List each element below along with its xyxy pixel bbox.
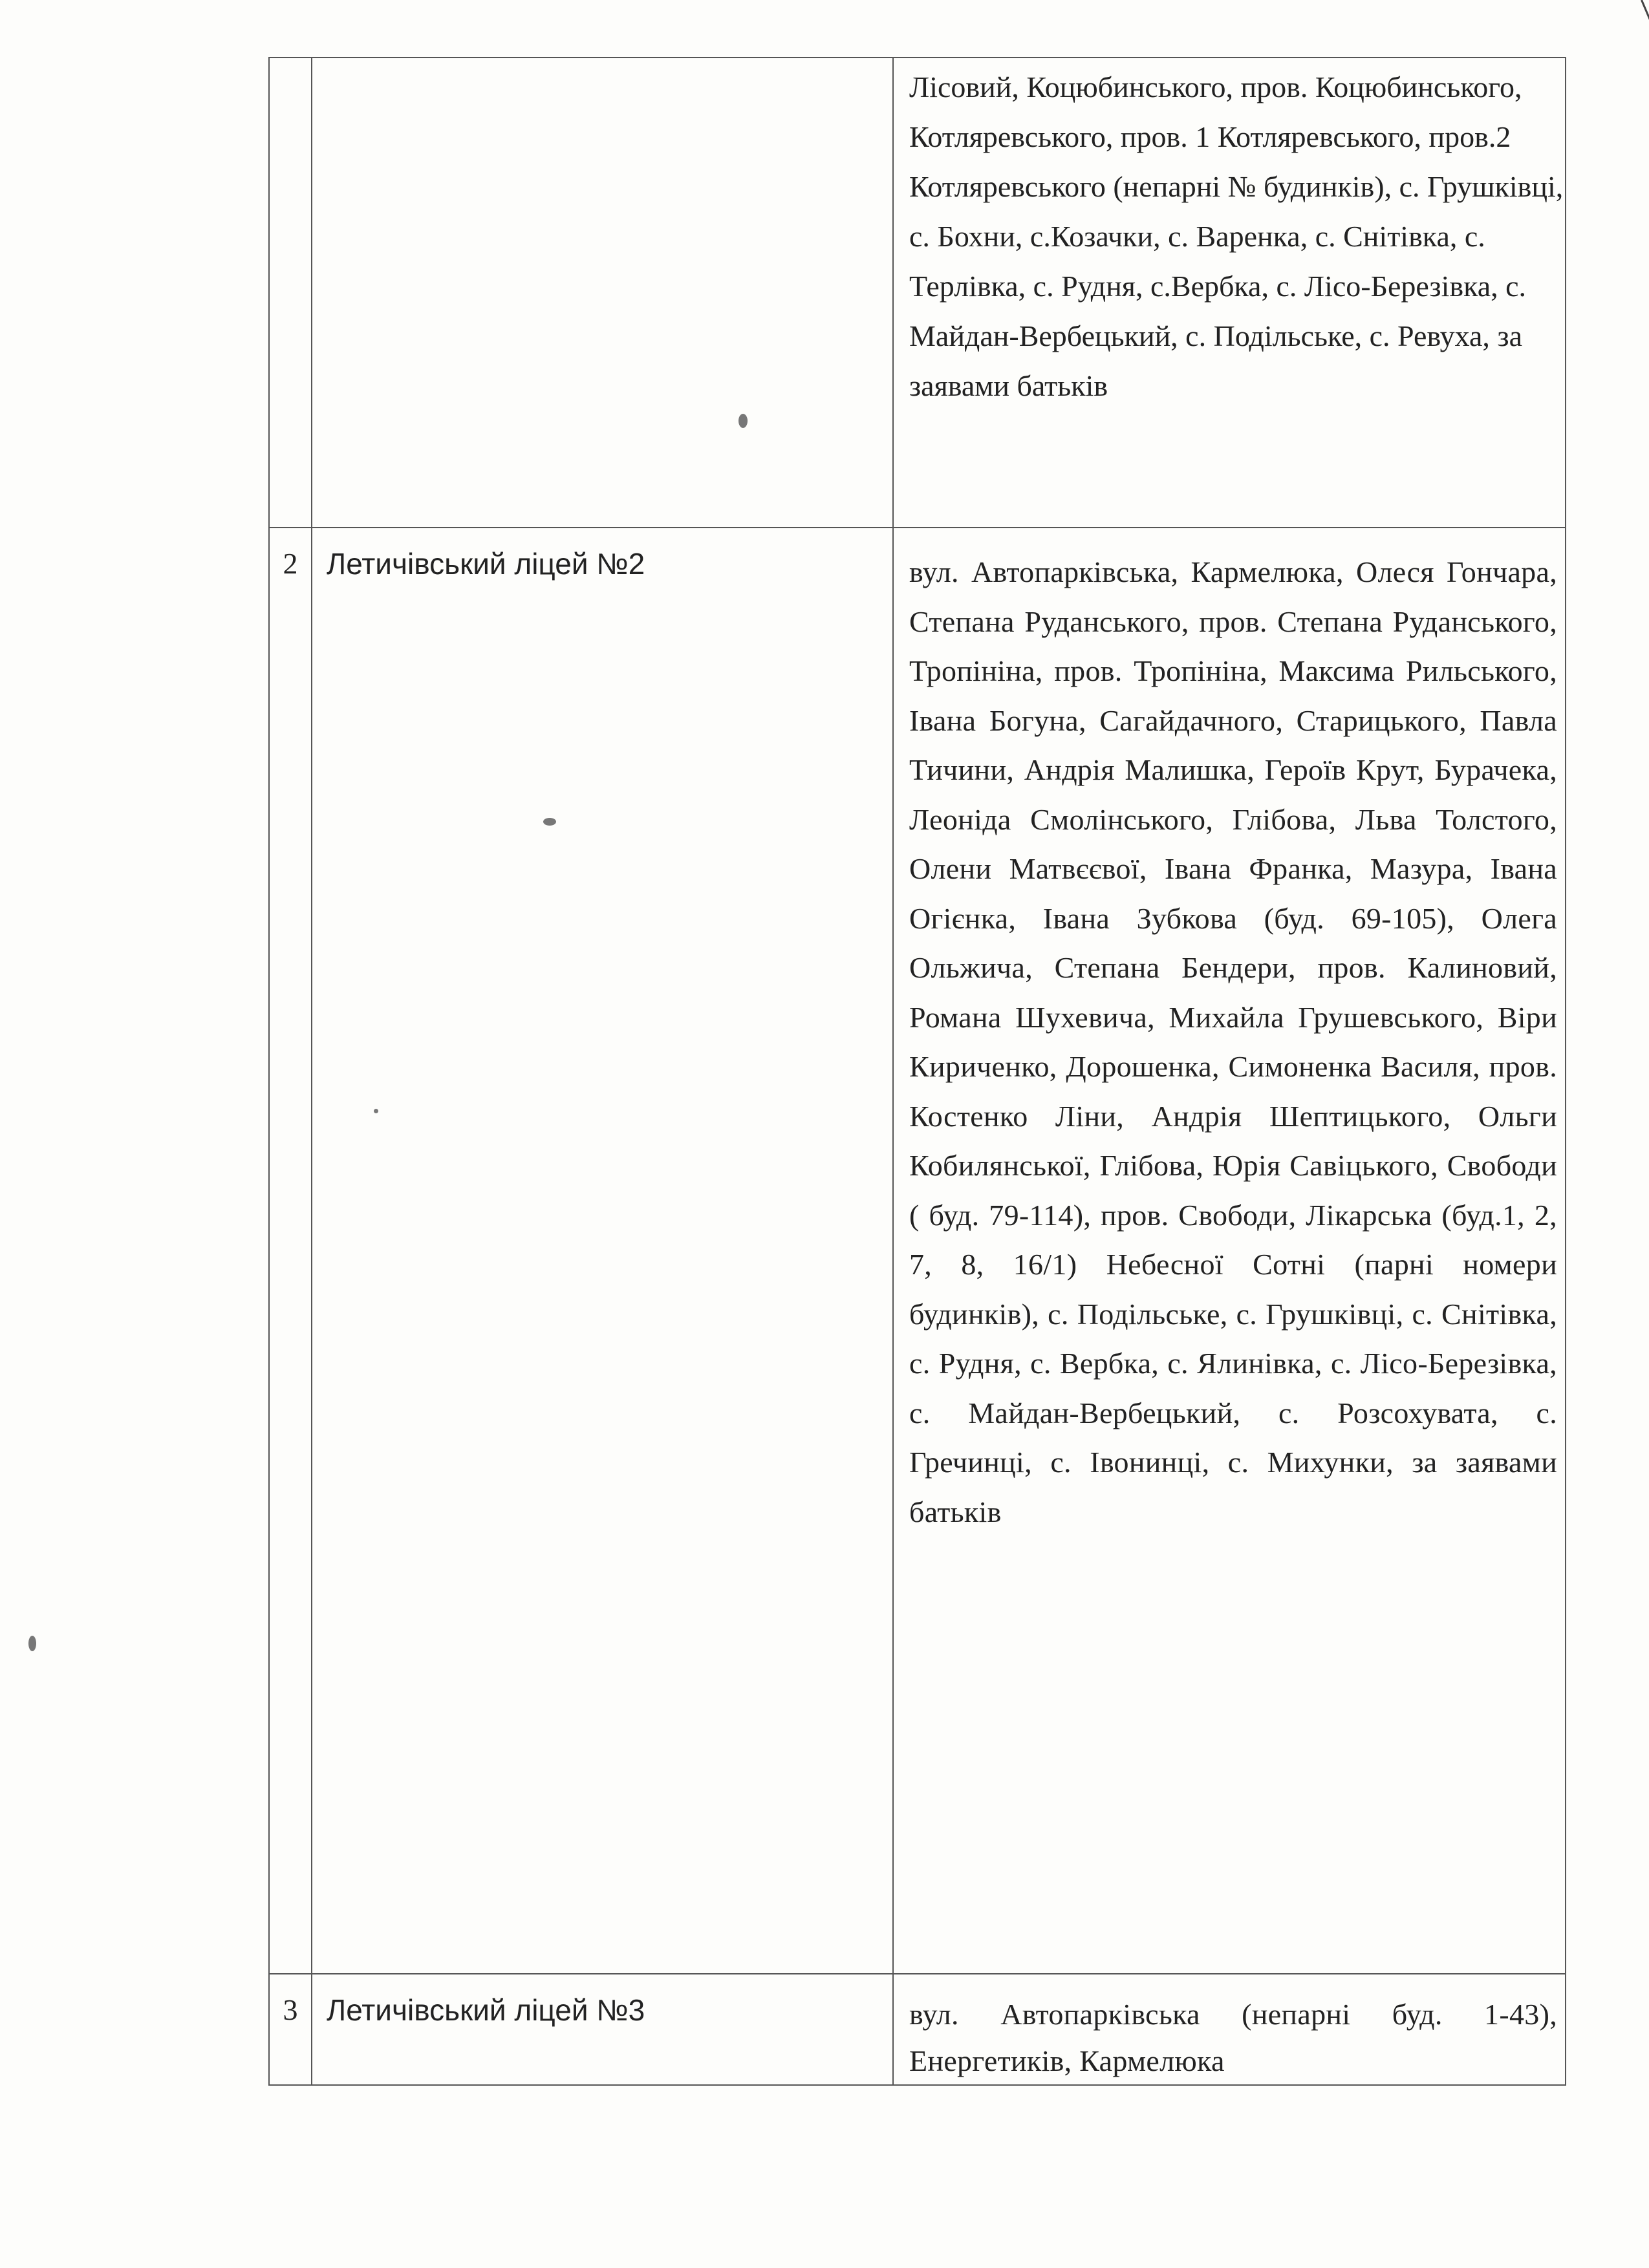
row-number-cell: 3 [269,1974,312,2085]
scan-speck [738,414,748,428]
table-row [269,528,1566,1974]
table-row [269,1974,1566,2085]
school-name-cell: Летичівський ліцей №2 [312,528,893,1974]
table-row [269,58,1566,528]
row-number-cell [269,58,312,528]
scan-fold-mark [1641,0,1649,334]
streets-cell: вул. Автопарківська, Кармелюка, Олеся Гончара, Степана Руданського, пров. Степана Руданського, Тропініна, пров. Тропініна, Максима Рильського, Івана Богуна, Сагайдачного, Старицького, Павла Тичини, Андрія Малишка, Героїв Крут, Бурачека, Леоніда Смолінського, Глібова, Льва Толстого, Олени Матвєєвої, Івана Франка, Мазура, Івана Огієнка, Івана Зубкова (буд. 69-105), Олега Ольжича, Степана Бендери, пров. Калиновий, Романа Шухевича, Михайла Грушевського, Віри Кириченко, Дорошенка, Симоненка Василя, пров. Костенко Ліни, Андрія Шептицького, Ольги Кобилянської, Глібова, Юрія Савіцького, Свободи ( буд. 79-114), пров. Свободи, Лікарська (буд.1, 2, 7, 8, 16/1) Небесної Сотні (парні номери будинків), с. Подільське, с. Грушківці, с. Снітівка, с. Рудня, с. Вербка, с. Ялинівка, с. Лісо-Березівка, с. Майдан-Вербецький, с. Розсохувата, с. Гречинці, с. Івонинці, с. Михунки, за заявами батьків [893,528,1566,1974]
streets-cell: вул. Автопарківська (непарні буд. 1-43), Енергетиків, Кармелюка [893,1974,1566,2085]
school-districts-table [268,57,1566,2086]
scan-speck [374,1109,378,1113]
school-name-cell [312,58,893,528]
streets-cell: Лісовий, Коцюбинського, пров. Коцюбинського, Котляревського, пров. 1 Котляревського, пров.2 Котляревського (непарні № будинків), с. Грушківці, с. Бохни, с.Козачки, с. Варенка, с. Снітівка, с. Терлівка, с. Рудня, с.Вербка, с. Лісо-Березівка, с. Майдан-Вербецький, с. Подільське, с. Ревуха, за заявами батьків [893,58,1566,528]
scan-speck [543,818,556,826]
school-name-cell: Летичівський ліцей №3 [312,1974,893,2085]
scan-speck [28,1636,36,1651]
row-number-cell: 2 [269,528,312,1974]
